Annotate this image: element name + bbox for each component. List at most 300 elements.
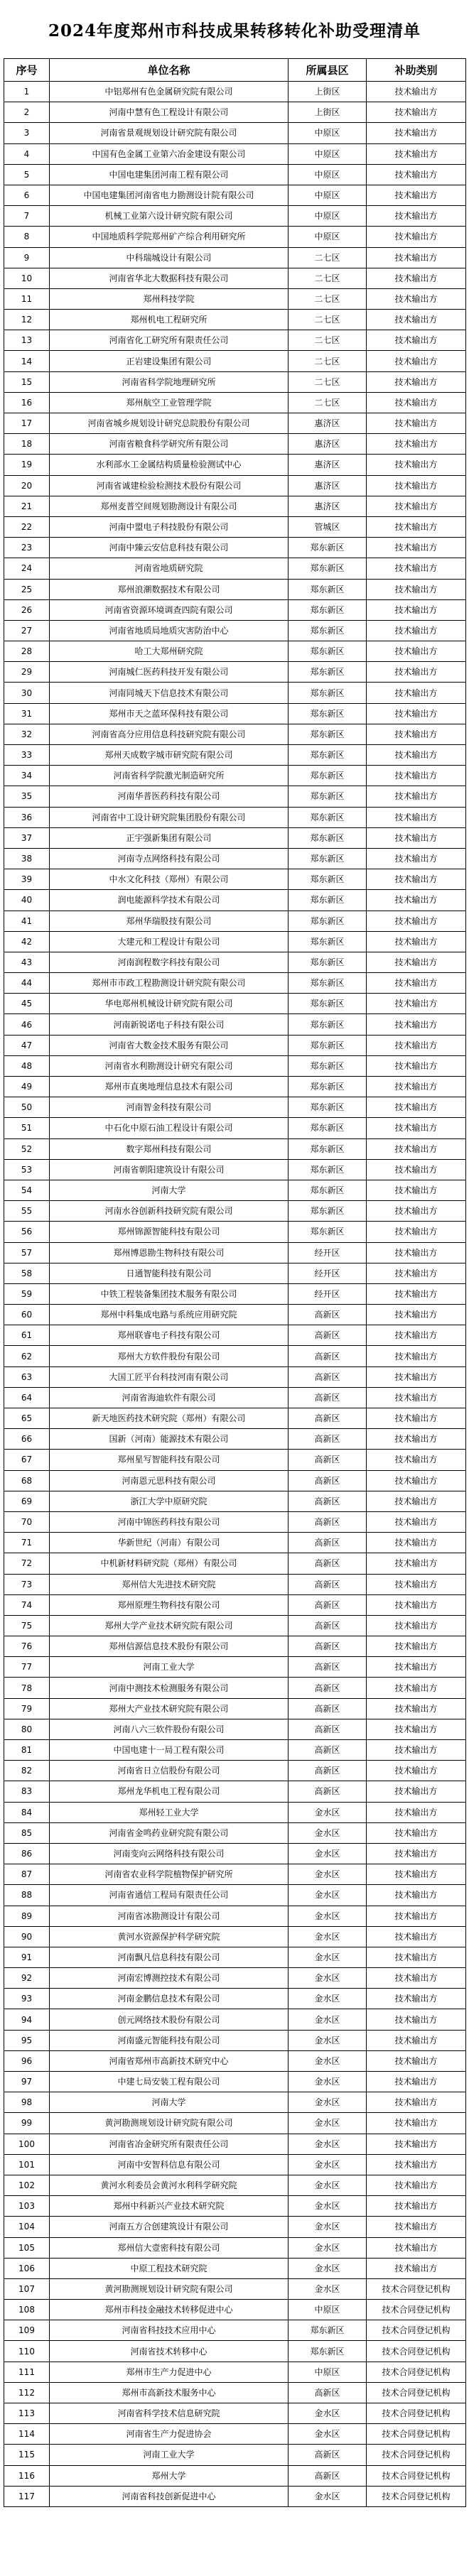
row-district: 郑东新区 (289, 1201, 367, 1222)
row-district: 郑东新区 (289, 1055, 367, 1076)
row-unit-name: 郑州锦源智能科技有限公司 (50, 1222, 289, 1242)
row-category: 技术输出方 (367, 1594, 466, 1615)
row-no: 93 (4, 1989, 50, 2009)
table-row (4, 392, 466, 413)
row-category: 技术输出方 (367, 1719, 466, 1739)
row-unit-name: 河南省华北大数据科技有限公司 (50, 268, 289, 288)
row-unit-name: 河南宏博测控技术有限公司 (50, 1968, 289, 1989)
row-unit-name: 郑州机电工程研究所 (50, 310, 289, 330)
row-unit-name: 水利部水工金属结构质量检验测试中心 (50, 455, 289, 475)
table-row (4, 2486, 466, 2506)
row-no: 1 (4, 82, 50, 102)
row-category: 技术输出方 (367, 1533, 466, 1553)
row-district: 高新区 (289, 1305, 367, 1325)
row-unit-name: 河南工业大学 (50, 2445, 289, 2465)
row-unit-name: 河南中慧有色工程设计有限公司 (50, 102, 289, 123)
row-no: 73 (4, 1574, 50, 1594)
row-no: 102 (4, 2175, 50, 2195)
row-category: 技术输出方 (367, 102, 466, 123)
row-category: 技术输出方 (367, 1035, 466, 1055)
table-row (4, 1491, 466, 1511)
table-row (4, 2030, 466, 2050)
row-no: 29 (4, 662, 50, 683)
row-no: 3 (4, 123, 50, 143)
table-row (4, 952, 466, 972)
row-category: 技术输出方 (367, 1906, 466, 1926)
row-unit-name: 河南中臻云安信息科技有限公司 (50, 538, 289, 558)
row-category: 技术输出方 (367, 268, 466, 288)
row-unit-name: 中国地质科学院郑州矿产综合利用研究所 (50, 227, 289, 247)
row-unit-name: 河南省朝阳建筑设计有限公司 (50, 1159, 289, 1180)
table-row (4, 1615, 466, 1636)
table-row (4, 2465, 466, 2486)
row-district: 金水区 (289, 1802, 367, 1822)
table-row (4, 538, 466, 558)
row-district: 金水区 (289, 1926, 367, 1947)
row-no: 16 (4, 392, 50, 413)
row-no: 22 (4, 516, 50, 537)
row-category: 技术输出方 (367, 2196, 466, 2217)
row-unit-name: 河南中盟电子科技股份有限公司 (50, 516, 289, 537)
table-row (4, 1864, 466, 1885)
row-unit-name: 河南省冶金研究所有限责任公司 (50, 2134, 289, 2154)
row-category: 技术输出方 (367, 1511, 466, 1532)
row-district: 二七区 (289, 392, 367, 413)
row-no: 92 (4, 1968, 50, 1989)
row-district: 郑东新区 (289, 869, 367, 890)
table-row (4, 1698, 466, 1719)
row-district: 高新区 (289, 1761, 367, 1781)
table-row (4, 1802, 466, 1822)
table-row (4, 2341, 466, 2362)
table-row (4, 1657, 466, 1678)
table-row (4, 164, 466, 185)
row-no: 52 (4, 1138, 50, 1159)
table-row (4, 2217, 466, 2237)
row-category: 技术输出方 (367, 1968, 466, 1989)
row-category: 技术输出方 (367, 2030, 466, 2050)
row-district: 郑东新区 (289, 786, 367, 807)
row-unit-name: 郑州博恩勘生物科技有限公司 (50, 1242, 289, 1263)
row-no: 39 (4, 869, 50, 890)
row-unit-name: 河南大学 (50, 1180, 289, 1200)
row-no: 56 (4, 1222, 50, 1242)
row-unit-name: 河南省郑州市高新技术研究中心 (50, 2050, 289, 2071)
row-district: 经开区 (289, 1283, 367, 1304)
table-row (4, 351, 466, 371)
row-unit-name: 新天地医药技术研究院（郑州）有限公司 (50, 1408, 289, 1429)
row-no: 61 (4, 1325, 50, 1346)
row-category: 技术输出方 (367, 1097, 466, 1118)
row-no: 17 (4, 413, 50, 434)
row-category: 技术输出方 (367, 1781, 466, 1802)
row-category: 技术输出方 (367, 351, 466, 371)
row-no: 32 (4, 724, 50, 744)
row-unit-name: 河南中安智科信息有限公司 (50, 2154, 289, 2175)
row-district: 郑东新区 (289, 1035, 367, 1055)
row-category: 技术输出方 (367, 952, 466, 972)
row-district: 惠济区 (289, 413, 367, 434)
row-no: 45 (4, 994, 50, 1014)
row-unit-name: 河南省冰勘测设计有限公司 (50, 1906, 289, 1926)
row-no: 49 (4, 1077, 50, 1097)
row-district: 二七区 (289, 330, 367, 351)
row-category: 技术合同登记机构 (367, 2465, 466, 2486)
table-row (4, 2382, 466, 2403)
table-row (4, 1533, 466, 1553)
row-category: 技术输出方 (367, 413, 466, 434)
row-no: 91 (4, 1947, 50, 1967)
row-district: 金水区 (289, 1843, 367, 1864)
row-category: 技术输出方 (367, 1138, 466, 1159)
row-category: 技术输出方 (367, 683, 466, 703)
table-row (4, 1594, 466, 1615)
document-title: 2024年度郑州市科技成果转移转化补助受理清单 (48, 21, 421, 40)
table-row (4, 1242, 466, 1263)
row-district: 郑东新区 (289, 931, 367, 952)
row-unit-name: 河南工业大学 (50, 1657, 289, 1678)
row-category: 技术输出方 (367, 994, 466, 1014)
row-unit-name: 中科瑞城设计有限公司 (50, 247, 289, 268)
row-no: 88 (4, 1885, 50, 1906)
row-district: 高新区 (289, 1533, 367, 1553)
row-category: 技术输出方 (367, 434, 466, 455)
row-no: 114 (4, 2424, 50, 2445)
table-row (4, 994, 466, 1014)
row-unit-name: 河南五方合创建筑设计有限公司 (50, 2217, 289, 2237)
row-category: 技术输出方 (367, 558, 466, 579)
row-unit-name: 中铝郑州有色金属研究院有限公司 (50, 82, 289, 102)
row-category: 技术输出方 (367, 1615, 466, 1636)
row-no: 96 (4, 2050, 50, 2071)
row-category: 技术输出方 (367, 848, 466, 869)
row-district: 高新区 (289, 1678, 367, 1698)
row-no: 18 (4, 434, 50, 455)
row-category: 技术输出方 (367, 1761, 466, 1781)
row-no: 97 (4, 2072, 50, 2092)
row-category: 技术输出方 (367, 1491, 466, 1511)
row-no: 41 (4, 911, 50, 931)
table-row (4, 1429, 466, 1450)
table-row (4, 227, 466, 247)
row-category: 技术输出方 (367, 2154, 466, 2175)
row-no: 70 (4, 1511, 50, 1532)
row-category: 技术合同登记机构 (367, 2424, 466, 2445)
row-unit-name: 浙江大学中原研究院 (50, 1491, 289, 1511)
row-unit-name: 中国电建集团河南省电力勘测设计院有限公司 (50, 185, 289, 205)
row-no: 43 (4, 952, 50, 972)
row-district: 二七区 (289, 268, 367, 288)
row-no: 10 (4, 268, 50, 288)
table-row (4, 579, 466, 599)
row-category: 技术输出方 (367, 1366, 466, 1387)
table-row (4, 1989, 466, 2009)
row-unit-name: 河南变向云网络科技有限公司 (50, 1843, 289, 1864)
row-unit-name: 中铁工程装备集团技术服务有限公司 (50, 1283, 289, 1304)
row-district: 高新区 (289, 1615, 367, 1636)
table-row (4, 848, 466, 869)
row-no: 83 (4, 1781, 50, 1802)
row-unit-name: 中建七局安装工程有限公司 (50, 2072, 289, 2092)
row-unit-name: 郑州浪潮数据技术有限公司 (50, 579, 289, 599)
row-category: 技术输出方 (367, 247, 466, 268)
row-category: 技术输出方 (367, 2258, 466, 2278)
row-no: 101 (4, 2154, 50, 2175)
row-category: 技术输出方 (367, 1387, 466, 1408)
row-district: 金水区 (289, 2072, 367, 2092)
row-category: 技术输出方 (367, 310, 466, 330)
row-district: 郑东新区 (289, 538, 367, 558)
row-category: 技术输出方 (367, 1263, 466, 1283)
table-row (4, 911, 466, 931)
row-unit-name: 华新世纪（河南）有限公司 (50, 1533, 289, 1553)
row-district: 郑东新区 (289, 807, 367, 827)
table-row (4, 2237, 466, 2258)
row-unit-name: 河南省水利勘测设计研究有限公司 (50, 1055, 289, 1076)
row-district: 金水区 (289, 1968, 367, 1989)
row-no: 25 (4, 579, 50, 599)
row-category: 技术输出方 (367, 185, 466, 205)
row-unit-name: 河南润程数字科技有限公司 (50, 952, 289, 972)
row-category: 技术输出方 (367, 1802, 466, 1822)
row-unit-name: 郑州大产业技术研究院有限公司 (50, 1698, 289, 1719)
table-row (4, 413, 466, 434)
row-category: 技术输出方 (367, 1989, 466, 2009)
row-district: 金水区 (289, 1885, 367, 1906)
row-category: 技术输出方 (367, 1159, 466, 1180)
row-no: 37 (4, 827, 50, 848)
row-unit-name: 郑州天成数字城市研究院有限公司 (50, 745, 289, 766)
row-category: 技术输出方 (367, 931, 466, 952)
table-row (4, 1906, 466, 1926)
row-district: 高新区 (289, 1553, 367, 1574)
row-district: 中原区 (289, 143, 367, 164)
row-no: 99 (4, 2113, 50, 2134)
row-district: 金水区 (289, 2154, 367, 2175)
row-unit-name: 河南省农业科学院植物保护研究所 (50, 1864, 289, 1885)
row-unit-name: 河南省资源环境调查四院有限公司 (50, 599, 289, 620)
table-row (4, 1761, 466, 1781)
row-district: 惠济区 (289, 455, 367, 475)
row-category: 技术输出方 (367, 2050, 466, 2071)
table-row (4, 1470, 466, 1491)
table-row (4, 434, 466, 455)
row-category: 技术输出方 (367, 1408, 466, 1429)
row-no: 89 (4, 1906, 50, 1926)
row-district: 高新区 (289, 2382, 367, 2403)
row-unit-name: 河南水谷创新科技研究院有限公司 (50, 1201, 289, 1222)
row-unit-name: 河南盛元智能科技有限公司 (50, 2030, 289, 2050)
row-unit-name: 河南省通信工程局有限责任公司 (50, 1885, 289, 1906)
row-district: 郑东新区 (289, 558, 367, 579)
row-district: 高新区 (289, 1387, 367, 1408)
row-district: 郑东新区 (289, 827, 367, 848)
row-no: 94 (4, 2009, 50, 2030)
row-category: 技术输出方 (367, 1947, 466, 1967)
row-district: 郑东新区 (289, 703, 367, 724)
row-district: 中原区 (289, 123, 367, 143)
table-row (4, 1014, 466, 1035)
row-district: 金水区 (289, 2486, 367, 2506)
row-category: 技术输出方 (367, 2134, 466, 2154)
row-unit-name: 河南省粮食科学研究所有限公司 (50, 434, 289, 455)
row-district: 郑东新区 (289, 1159, 367, 1180)
row-no: 80 (4, 1719, 50, 1739)
row-category: 技术合同登记机构 (367, 2362, 466, 2382)
row-no: 51 (4, 1118, 50, 1138)
row-district: 郑东新区 (289, 599, 367, 620)
table-row (4, 371, 466, 392)
row-no: 26 (4, 599, 50, 620)
row-unit-name: 河南省大数金技术服务有限公司 (50, 1035, 289, 1055)
table-row (4, 1968, 466, 1989)
row-unit-name: 河南省生产力促进协会 (50, 2424, 289, 2445)
row-district: 郑东新区 (289, 994, 367, 1014)
table-row (4, 1885, 466, 1906)
row-unit-name: 中国电建集团河南工程有限公司 (50, 164, 289, 185)
row-category: 技术输出方 (367, 911, 466, 931)
row-unit-name: 郑州星写智能科技有限公司 (50, 1450, 289, 1470)
row-unit-name: 河南省地质研究院 (50, 558, 289, 579)
row-no: 9 (4, 247, 50, 268)
row-district: 高新区 (289, 1781, 367, 1802)
row-category: 技术输出方 (367, 890, 466, 911)
table-row (4, 745, 466, 766)
row-category: 技术输出方 (367, 2113, 466, 2134)
row-category: 技术输出方 (367, 1864, 466, 1885)
row-district: 管城区 (289, 516, 367, 537)
row-district: 高新区 (289, 1636, 367, 1657)
row-unit-name: 正宇强新集团有限公司 (50, 827, 289, 848)
table-row (4, 2424, 466, 2445)
row-category: 技术输出方 (367, 1678, 466, 1698)
row-no: 13 (4, 330, 50, 351)
table-row (4, 102, 466, 123)
row-no: 11 (4, 288, 50, 309)
row-category: 技术输出方 (367, 123, 466, 143)
row-district: 郑东新区 (289, 683, 367, 703)
row-no: 42 (4, 931, 50, 952)
row-unit-name: 大建元和工程设计有限公司 (50, 931, 289, 952)
row-unit-name: 郑州中科集成电路与系统应用研究院 (50, 1305, 289, 1325)
table-row (4, 890, 466, 911)
table-row (4, 931, 466, 952)
row-district: 金水区 (289, 1864, 367, 1885)
row-unit-name: 郑州信大先进技术研究院 (50, 1574, 289, 1594)
row-unit-name: 黄河水资源保护科学研究院 (50, 1926, 289, 1947)
table-row (4, 1926, 466, 1947)
row-no: 87 (4, 1864, 50, 1885)
row-no: 90 (4, 1926, 50, 1947)
row-unit-name: 河南省日立信股份有限公司 (50, 1761, 289, 1781)
row-no: 30 (4, 683, 50, 703)
row-no: 23 (4, 538, 50, 558)
row-unit-name: 河南飘凡信息科技有限公司 (50, 1947, 289, 1967)
row-category: 技术输出方 (367, 1283, 466, 1304)
row-category: 技术合同登记机构 (367, 2403, 466, 2424)
table-row (4, 1574, 466, 1594)
row-category: 技术输出方 (367, 1201, 466, 1222)
row-unit-name: 中机新材料研究院（郑州）有限公司 (50, 1553, 289, 1574)
row-district: 惠济区 (289, 496, 367, 516)
row-unit-name: 河南八六三软件股份有限公司 (50, 1719, 289, 1739)
table-row (4, 1947, 466, 1967)
table-row (4, 185, 466, 205)
row-district: 金水区 (289, 2217, 367, 2237)
row-unit-name: 河南大学 (50, 2092, 289, 2113)
row-district: 郑东新区 (289, 2320, 367, 2341)
row-category: 技术输出方 (367, 1553, 466, 1574)
row-category: 技术合同登记机构 (367, 2341, 466, 2362)
row-category: 技术输出方 (367, 1118, 466, 1138)
row-category: 技术输出方 (367, 1926, 466, 1947)
table-row (4, 973, 466, 994)
row-no: 21 (4, 496, 50, 516)
table-row (4, 1678, 466, 1698)
table-row (4, 206, 466, 227)
row-district: 中原区 (289, 2362, 367, 2382)
row-no: 15 (4, 371, 50, 392)
row-unit-name: 河南华普医药科技有限公司 (50, 786, 289, 807)
row-no: 35 (4, 786, 50, 807)
row-category: 技术输出方 (367, 1242, 466, 1263)
table-row (4, 1305, 466, 1325)
row-unit-name: 黄河水利委员会黄河水利科学研究院 (50, 2175, 289, 2195)
row-category: 技术输出方 (367, 2009, 466, 2030)
row-unit-name: 郑州市科技金融技术转移促进中心 (50, 2300, 289, 2320)
table-row (4, 1450, 466, 1470)
table-row (4, 1097, 466, 1118)
table-row (4, 807, 466, 827)
table-row (4, 2113, 466, 2134)
row-district: 高新区 (289, 1408, 367, 1429)
header-category: 补助类别 (367, 59, 466, 82)
row-district: 高新区 (289, 1719, 367, 1739)
table-row (4, 123, 466, 143)
row-no: 33 (4, 745, 50, 766)
table-row (4, 703, 466, 724)
row-unit-name: 郑州轻工业大学 (50, 1802, 289, 1822)
row-no: 38 (4, 848, 50, 869)
row-district: 经开区 (289, 1263, 367, 1283)
table-row (4, 827, 466, 848)
row-category: 技术合同登记机构 (367, 2300, 466, 2320)
table-row (4, 475, 466, 496)
table-row (4, 1035, 466, 1055)
row-district: 高新区 (289, 1491, 367, 1511)
row-unit-name: 郑州市天之蓝环保科技有限公司 (50, 703, 289, 724)
row-district: 郑东新区 (289, 620, 367, 641)
row-no: 44 (4, 973, 50, 994)
row-category: 技术输出方 (367, 2175, 466, 2195)
row-category: 技术输出方 (367, 1077, 466, 1097)
row-category: 技术合同登记机构 (367, 2486, 466, 2506)
row-category: 技术输出方 (367, 1636, 466, 1657)
row-category: 技术输出方 (367, 579, 466, 599)
row-unit-name: 中水文化科技（郑州）有限公司 (50, 869, 289, 890)
row-unit-name: 河南省金鸣药业研究院有限公司 (50, 1822, 289, 1843)
row-unit-name: 黄河勘测规划设计研究院有限公司 (50, 2113, 289, 2134)
row-district: 郑东新区 (289, 1222, 367, 1242)
row-unit-name: 哈工大郑州研究院 (50, 641, 289, 662)
row-district: 上街区 (289, 102, 367, 123)
table-row (4, 2196, 466, 2217)
row-no: 86 (4, 1843, 50, 1864)
row-category: 技术输出方 (367, 516, 466, 537)
row-unit-name: 河南同城天下信息技术有限公司 (50, 683, 289, 703)
row-district: 金水区 (289, 2050, 367, 2071)
row-unit-name: 郑州航空工业管理学院 (50, 392, 289, 413)
